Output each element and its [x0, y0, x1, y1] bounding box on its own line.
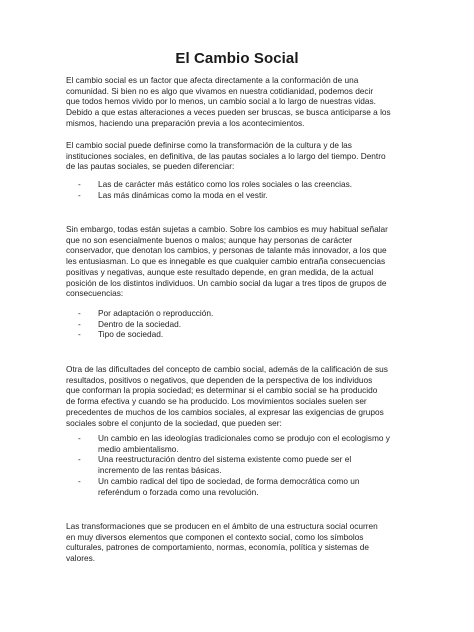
list-item [78, 329, 408, 340]
list-item-text: Por adaptación o reproducción. [98, 308, 214, 318]
paragraph-text: El cambio social es un factor que afecta directamente a la conformación de una comunidad. Si bien no es algo que vivamos en nuestra cotidianidad, podemos decir que todos hemos vivido por lo menos, un cambio social a lo largo de nuestras vidas. Debido a que estas alteraciones a veces pueden ser bruscas, se busca anticiparse a los mismos, haciendo una preparación previa a los acontecimientos. [66, 75, 391, 128]
paragraph-difficulties [66, 364, 412, 428]
list-item [78, 179, 408, 190]
paragraph-definition [66, 140, 412, 172]
paragraph-change-nature [66, 224, 412, 299]
dash-bullet: - [78, 318, 81, 329]
dash-bullet: - [78, 454, 81, 465]
page-title: El Cambio Social [175, 50, 299, 67]
paragraph-text: Las transformaciones que se producen en el ámbito de una estructura social ocurren en muy diversos elementos que componen el contexto social, como los símbolos culturales, patrones de comportamiento, normas, economía, política y sistemas de valores. [66, 521, 378, 564]
list-item-text: Dentro de la sociedad. [98, 318, 182, 329]
dash-bullet: - [78, 475, 81, 486]
list-item-text: Un cambio en las ideologías tradicionales como se produjo con el ecologismo y medio ambientalismo. [98, 433, 390, 454]
list-consequence-groups [78, 308, 408, 340]
dash-bullet: - [78, 308, 81, 318]
list-movement-demands [78, 433, 408, 497]
dash-bullet: - [78, 329, 81, 340]
dash-bullet: - [78, 179, 81, 189]
list-social-patterns [78, 179, 408, 200]
paragraph-transformations [66, 521, 412, 564]
list-item-text: Las de carácter más estático como los roles sociales o las creencias. [98, 179, 353, 189]
list-item-text: Una reestructuración dentro del sistema existente como puede ser el incremento de las rentas básicas. [98, 454, 352, 476]
list-item-text: Las más dinámicas como la moda en el vestir. [98, 189, 268, 200]
dash-bullet: - [78, 189, 81, 200]
dash-bullet: - [78, 433, 81, 443]
list-item [78, 308, 408, 319]
list-item [78, 190, 408, 201]
paragraph-text: Otra de las dificultades del concepto de cambio social, además de la calificación de sus resultados, positivos o negativos, que dependen de la perspectiva de los individuos que conforman la propia sociedad; es determinar si el cambio social se ha producido de forma efectiva y cuando se ha producido. Los movimientos sociales suelen ser precedentes de muchos de los cambios sociales, al expresar las exigencias de grupos sociales sobre el conjunto de la sociedad, que pueden ser: [66, 364, 388, 428]
list-item-text: Un cambio radical del tipo de sociedad, de forma democrática como un referéndum o forzada como una revolución. [98, 475, 360, 497]
list-item [78, 319, 408, 330]
list-item [78, 454, 408, 475]
list-item [78, 476, 408, 497]
paragraph-text: Sin embargo, todas están sujetas a cambio. Sobre los cambios es muy habitual señalar que no son esencialmente buenos o malos; aunque hay personas de carácter conservador, que denotan los cambios, y personas de talante más innovador, a los que les entusiasman. Lo que es innegable es que cualquier cambio entraña consecuencias positivas y negativas, aunque este resultado depende, en gran medida, de la actual posición de los distintos individuos. Un cambio social da lugar a tres tipos de grupos de consecuencias: [66, 224, 388, 299]
list-item-text: Tipo de sociedad. [98, 329, 164, 340]
paragraph-text: El cambio social puede definirse como la transformación de la cultura y de las instituciones sociales, en definitiva, de las pautas sociales a lo largo del tiempo. Dentro de las pautas sociales, se pueden diferenciar: [66, 140, 386, 172]
paragraph-intro [66, 75, 412, 129]
list-item [78, 433, 408, 454]
